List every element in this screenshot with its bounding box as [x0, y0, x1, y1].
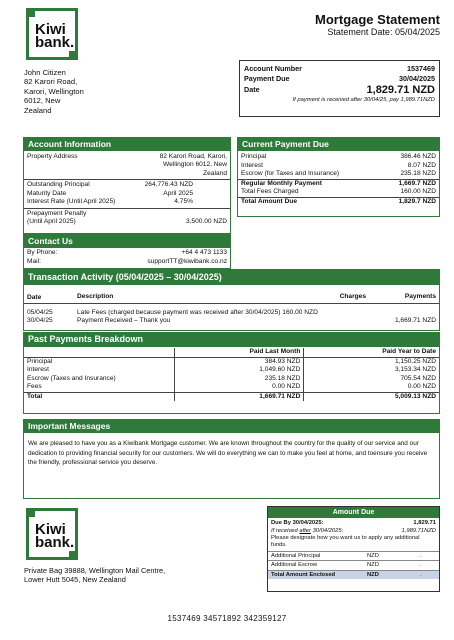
table-row: [24, 366, 439, 375]
section-heading: Current Payment Due: [238, 138, 439, 151]
table-row: [24, 317, 439, 326]
col-description: Description: [77, 293, 114, 301]
payment-row-value: 235.18 NZD: [400, 170, 436, 177]
maturity-label: Maturity Date: [27, 189, 67, 197]
past-row-last: 384.93 NZD: [174, 357, 304, 366]
page-title: Mortgage Statement: [315, 12, 440, 27]
past-row-label: Interest: [27, 366, 49, 373]
prepayment-penalty-label: Prepayment Penalty: [27, 209, 87, 217]
prepayment-penalty-period: (Until April 2025): [27, 218, 76, 226]
payment-row-label: Interest: [241, 161, 263, 169]
mail-value[interactable]: supportTT@kiwibank.co.nz: [147, 257, 227, 265]
payment-due-label: Payment Due: [244, 74, 290, 83]
payment-row: [238, 198, 439, 207]
remit-row: [268, 561, 439, 571]
payment-row-value: 8.07 NZD: [407, 161, 436, 169]
bank-address-line: Lower Hutt 5045, New Zealand: [24, 575, 126, 585]
currency-label: NZD: [367, 571, 379, 578]
payment-row-label: Total Amount Due: [241, 197, 298, 205]
past-row-last: 1,669.71 NZD: [174, 392, 304, 401]
col-category: [24, 348, 174, 357]
table-header-row: [24, 292, 439, 304]
account-information-section: [23, 137, 231, 234]
logo-line-1: Kiwi: [35, 521, 66, 538]
customer-name: John Citizen: [24, 68, 66, 77]
table-row: [24, 309, 439, 318]
amount-input[interactable]: .: [419, 571, 422, 578]
payment-row: [238, 180, 439, 189]
past-row-last: 235.18 NZD: [174, 375, 304, 384]
transaction-payments: 1,669.71 NZD: [394, 317, 436, 324]
logo-corner-mark: [29, 511, 35, 517]
remit-row: [268, 551, 439, 561]
late-payment-note: If payment is received after 30/04/25, pay 1,989.71NZD: [292, 97, 435, 103]
payment-row-value: 160.00 NZD: [400, 188, 436, 195]
important-messages-section: [23, 419, 440, 499]
past-row-label: Fees: [27, 383, 42, 390]
property-address-value: [160, 153, 227, 178]
payment-row: [238, 162, 439, 171]
table-header-row: [24, 348, 439, 357]
bank-address: [24, 566, 165, 585]
transaction-date: 05/04/25: [27, 308, 53, 316]
customer-address-line: 82 Karori Road,: [24, 77, 78, 87]
prepayment-penalty-value: 3,500.00 NZD: [185, 218, 227, 226]
currency-label: NZD: [367, 562, 379, 569]
barcode-number: 1537469 34571892 342359127: [167, 614, 287, 623]
logo-line-2: bank.: [35, 534, 75, 551]
past-row-label: Total: [27, 392, 43, 400]
past-row-ytd: 705.54 NZD: [304, 375, 439, 384]
past-row-ytd: 5,009.13 NZD: [304, 392, 439, 401]
past-payments-table: [24, 348, 439, 401]
remit-row: [268, 570, 439, 579]
logo-corner-mark: [69, 51, 75, 57]
transaction-description: [74, 309, 369, 318]
col-paid-last-month: Paid Last Month: [174, 348, 304, 357]
messages-body: We are pleased to have you as a Kiwibank Mortgage customer. We are known throughout the country for the quality of our service and our dedication to providing financial security for our customers. We will do everything we can to make you feel at home, and toensure you receive the friendly, professional service you deserve.: [28, 440, 428, 467]
interest-rate-label: Interest Rate (Until April 2025): [27, 198, 116, 206]
account-summary-box: [239, 60, 440, 117]
col-payments: Payments: [404, 293, 436, 301]
past-row-label: Escrow (Taxes and Insurance): [27, 374, 116, 382]
payment-row: [238, 153, 439, 162]
additional-escrow-label: Additional Escrow: [271, 562, 318, 569]
late-amount-value: 1,989.71NZD: [401, 528, 436, 534]
past-row-label: Principal: [27, 357, 53, 365]
logo-corner-mark: [29, 11, 35, 17]
current-payment-section: [237, 137, 440, 217]
payment-due-value: 30/04/2025: [399, 74, 435, 83]
maturity-value: April 2025: [163, 189, 193, 197]
amount-input[interactable]: .: [419, 562, 422, 569]
property-address-line: Wellington 6012, New: [162, 161, 227, 169]
payment-row-value: 386.46 NZD: [400, 153, 436, 160]
transaction-activity-section: [23, 269, 440, 331]
col-paid-ytd: Paid Year to Date: [304, 348, 439, 357]
payment-row-label: Total Fees Charged: [241, 188, 299, 195]
table-row: [24, 383, 439, 392]
payment-row: [238, 188, 439, 198]
transaction-description: Payment Received – Thank you: [77, 317, 171, 324]
logo-text: [35, 523, 74, 549]
kiwibank-logo: [26, 8, 78, 60]
transaction-table: [24, 292, 439, 326]
section-heading: Important Messages: [24, 420, 439, 433]
phone-value[interactable]: +64 4 473 1133: [181, 249, 227, 256]
col-date: Date: [27, 294, 42, 301]
customer-address-line: Zealand: [24, 105, 52, 115]
col-charges: Charges: [339, 293, 366, 301]
total-enclosed-label: Total Amount Enclosed: [271, 571, 336, 578]
payment-row: [238, 170, 439, 180]
section-heading: Transaction Activity (05/04/2025 – 30/04/2025): [24, 270, 439, 285]
customer-address-line: 6012, New: [24, 96, 61, 106]
past-row-last: 0.00 NZD: [174, 383, 304, 392]
principal-label: Outstanding Principal: [27, 181, 90, 189]
amount-due-value: 1,829.71 NZD: [366, 84, 435, 96]
logo-line-1: Kiwi: [35, 21, 66, 38]
remittance-box: [267, 506, 440, 592]
remittance-heading: Amount Due: [268, 507, 439, 518]
account-number-label: Account Number: [244, 64, 302, 73]
late-amount-label: If received after 30/04/2025:: [271, 528, 344, 534]
remit-instruction: Please designate how you want us to apply any additional funds.: [271, 535, 420, 549]
remit-table: [268, 551, 439, 580]
payment-row-label: Principal: [241, 153, 267, 160]
kiwibank-logo: [26, 508, 78, 560]
payment-row-value: 1,829.7 NZD: [398, 197, 436, 205]
payment-row-label: Escrow (for Taxes and Insurance): [241, 170, 340, 177]
principal-value: 264,776.43 NZD: [144, 181, 193, 189]
bank-address-line: Private Bag 39888, Wellington Mail Centre,: [24, 566, 166, 575]
property-address-line: 82 Karori Road, Karori,: [159, 153, 227, 160]
additional-principal-label: Additional Principal: [271, 552, 321, 559]
account-number-value: 1537469: [407, 64, 435, 73]
phone-label: By Phone:: [27, 249, 58, 256]
table-row-total: [24, 392, 439, 401]
customer-address-line: Karori, Wellington: [24, 86, 84, 96]
date-label: Date: [244, 85, 260, 94]
contact-section: [23, 234, 231, 269]
property-address-line: Zealand: [203, 169, 227, 177]
currency-label: NZD: [367, 552, 379, 559]
due-by-value: 1,829.71: [413, 520, 436, 526]
due-by-label: Due By 30/04/2025:: [271, 520, 324, 526]
customer-address: [24, 68, 84, 115]
past-payments-section: [23, 332, 440, 414]
transaction-charges: [309, 317, 369, 326]
logo-text: [35, 23, 74, 49]
logo-corner-mark: [69, 551, 75, 557]
transaction-payments: [369, 309, 439, 318]
past-row-ytd: 0.00 NZD: [304, 383, 439, 392]
payment-row-label: Regular Monthly Payment: [241, 179, 322, 187]
payment-row-value: 1,669.7 NZD: [398, 179, 436, 187]
transaction-charges: 160.00 NZD: [282, 308, 318, 316]
interest-rate-value: 4.75%: [174, 198, 193, 206]
section-heading: Account Information: [24, 138, 230, 151]
statement-date: Statement Date: 05/04/2025: [327, 27, 440, 37]
amount-input[interactable]: .: [419, 552, 422, 559]
section-heading: Past Payments Breakdown: [24, 333, 439, 347]
past-row-ytd: 1,150.25 NZD: [304, 357, 439, 366]
table-row: [24, 375, 439, 384]
past-row-ytd: 3,153.34 NZD: [304, 366, 439, 375]
section-heading: Contact Us: [24, 235, 230, 248]
transaction-description-text: Late Fees (charged because payment was received after 30/04/2025): [77, 308, 281, 316]
transaction-date: 30/04/25: [27, 317, 53, 324]
logo-line-2: bank.: [35, 34, 75, 51]
past-row-last: 1,049.60 NZD: [174, 366, 304, 375]
mail-label: Mail:: [27, 257, 41, 265]
table-row: [24, 357, 439, 366]
property-address-label: Property Address: [27, 153, 78, 160]
